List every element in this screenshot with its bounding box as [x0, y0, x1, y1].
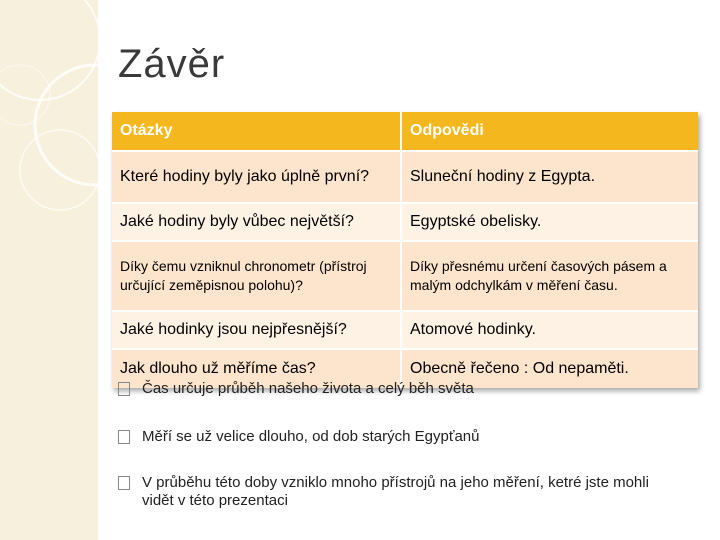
- qa-table: [112, 112, 698, 388]
- answer-cell: Sluneční hodiny z Egypta.: [410, 168, 596, 185]
- decorative-side-band: [0, 0, 98, 540]
- table-row: [112, 242, 698, 312]
- slide-title: Závěr: [118, 42, 226, 86]
- list-item: [118, 474, 658, 510]
- table-row: [112, 152, 698, 204]
- bullet-text: Měří se už velice dlouho, od dob starých Egypťanů: [142, 428, 480, 445]
- table-row: [112, 204, 698, 242]
- bullet-text: V průběhu této doby vzniklo mnoho přístrojů na jeho měření, ketré jste mohli vidět v této prezentaci: [142, 474, 649, 509]
- question-cell: Jak dlouho už měříme čas?: [112, 350, 402, 388]
- header-questions: Otázky: [112, 112, 402, 150]
- answer-cell: Egyptské obelisky.: [410, 213, 542, 230]
- bullet-box-icon: [118, 382, 130, 396]
- bullet-box-icon: [118, 476, 130, 490]
- question-cell: Jaké hodinky jsou nejpřesnější?: [112, 312, 402, 348]
- question-cell: Které hodiny byly jako úplně první?: [112, 152, 402, 202]
- answer-cell: Atomové hodinky.: [410, 321, 536, 338]
- question-cell: Díky čemu vzniknul chronometr (přístroj určující zeměpisnou polohu)?: [112, 242, 402, 310]
- decorative-circles: [0, 0, 98, 540]
- answer-cell: Díky přesnému určení časových pásem a malým odchylkám v měření času.: [410, 258, 667, 293]
- table-row: [112, 312, 698, 350]
- list-item: [118, 428, 480, 446]
- question-cell: Jaké hodiny byly vůbec největší?: [112, 204, 402, 240]
- header-answers: Odpovědi: [410, 122, 484, 139]
- answer-cell: Obecně řečeno : Od nepaměti.: [410, 360, 629, 377]
- list-item: [118, 380, 474, 398]
- bullet-text: Čas určuje průběh našeho života a celý běh světa: [142, 380, 474, 397]
- bullet-box-icon: [118, 430, 130, 444]
- table-header-row: [112, 112, 698, 152]
